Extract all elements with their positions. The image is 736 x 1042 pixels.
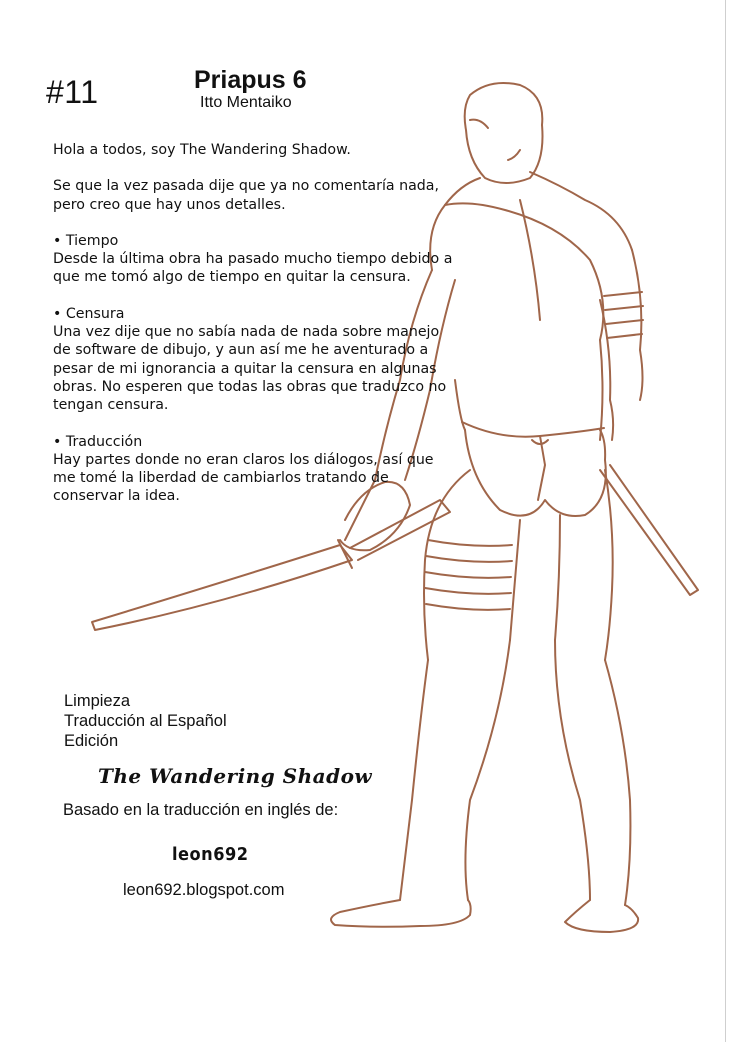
left-foot [331,900,471,927]
section-text: Hay partes donde no eran claros los diálogos, así que me tomé la liberdad de cambiarlos tratando de conservar la idea. [53,451,434,505]
note-section-traduccion [53,433,453,506]
greeting: Hola a todos, soy The Wandering Shadow. [53,142,351,158]
sword-blade [92,545,352,630]
group-signature: The Wandering Shadow [98,764,373,788]
section-text: Una vez dije que no sabía nada de nada sobre manejo de software de dibujo, y aun así me he aventurado a pesar de mi ignorancia a quitar la censura en algunas obras. No esperen que todas las obras que traduzco no tengan censura. [53,324,447,414]
role-cleaning: Limpieza [64,692,131,710]
head [465,83,543,183]
translator-note [53,141,453,524]
section-text: Desde la última obra ha pasado mucho tiempo debido a que me tomó algo de tiempo en quitar la censura. [53,251,453,286]
note-paragraph: Se que la vez pasada dije que ya no comentaría nada, pero creo que hay unos detalles. [53,178,439,213]
based-on-text: Basado en la traducción en inglés de: [63,801,339,819]
author-name: Itto Mentaiko [200,94,292,111]
issue-number: #11 [46,74,99,110]
section-heading: • Tiempo [53,232,119,249]
sheath [600,465,698,595]
page-title: Priapus 6 [194,66,307,94]
english-translator: leon692 [172,844,249,865]
role-translation: Traducción al Español [64,712,227,730]
section-heading: • Censura [53,305,125,322]
role-editing: Edición [64,732,119,750]
note-section-censura [53,305,453,415]
right-foot [565,900,638,932]
website: leon692.blogspot.com [123,881,285,899]
credit-roles [64,691,227,751]
section-heading: • Traducción [53,433,143,450]
loincloth [462,422,604,437]
note-section-tiempo [53,232,453,287]
